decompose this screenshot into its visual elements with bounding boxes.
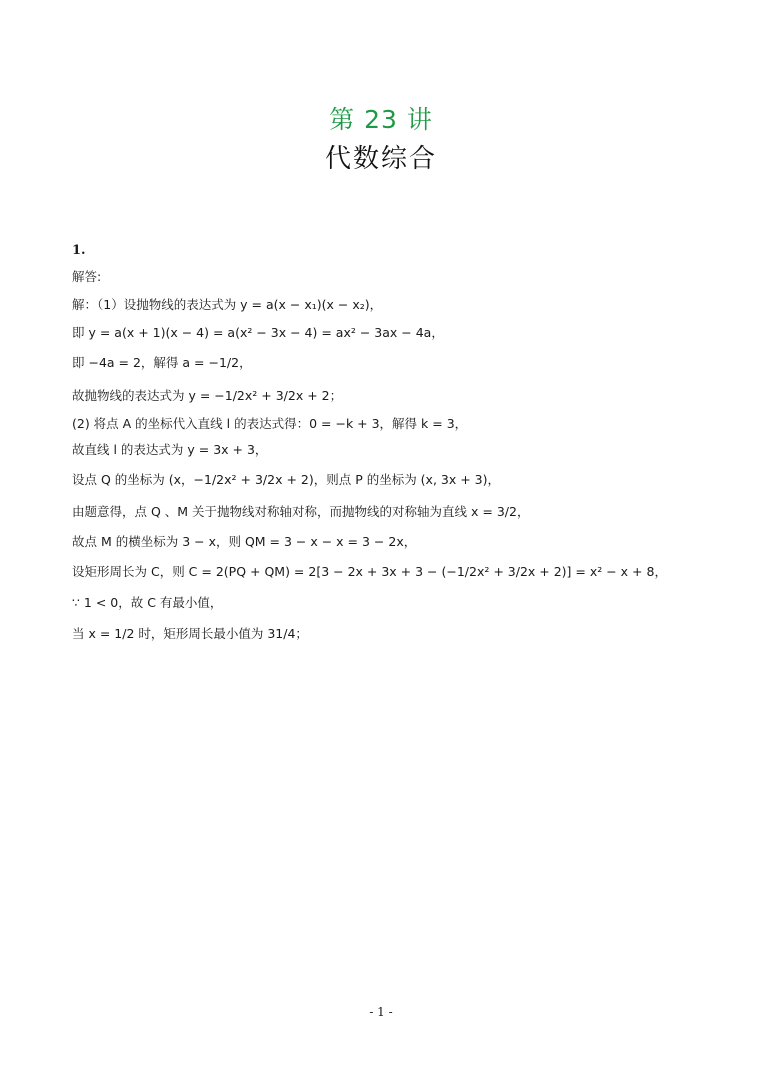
solution-line: 即 −4a = 2，解得 a = −1/2， [72,355,252,370]
solution-line: 故直线 l 的表达式为 y = 3x + 3， [72,442,268,457]
solution-line: 设点 Q 的坐标为 (x，−1/2x² + 3/2x + 2)，则点 P 的坐标为 (x, 3x + 3)， [72,472,500,487]
lecture-number: 第 23 讲 [329,105,433,134]
solution-line: 即 y = a(x + 1)(x − 4) = a(x² − 3x − 4) = ax² − 3ax − 4a， [72,325,444,340]
solution-line: ∵ 1 < 0，故 C 有最小值， [72,595,223,610]
solution-line: 故抛物线的表达式为 y = −1/2x² + 3/2x + 2； [72,388,343,403]
solution-line: 解：（1）设抛物线的表达式为 y = a(x − x₁)(x − x₂)， [72,297,383,312]
solution-line: 当 x = 1/2 时，矩形周长最小值为 31/4； [72,626,308,641]
solution-line: (2) 将点 A 的坐标代入直线 l 的表达式得：0 = −k + 3，解得 k = 3， [72,416,468,431]
lecture-title: 代数综合 [324,144,437,174]
question-number: 1. [72,243,86,258]
solution-line: 由题意得，点 Q 、M 关于抛物线对称轴对称，而抛物线的对称轴为直线 x = 3/2， [72,504,530,519]
solution-line: 设矩形周长为 C，则 C = 2(PQ + QM) = 2[3 − 2x + 3x + 3 − (−1/2x² + 3/2x + 2)] = x² − x + 8， [72,564,667,579]
solution-line: 故点 M 的横坐标为 3 − x，则 QM = 3 − x − x = 3 − 2x， [72,534,417,549]
solution-line: 解答: [72,269,102,284]
page-number: - 1 - [369,1005,393,1019]
